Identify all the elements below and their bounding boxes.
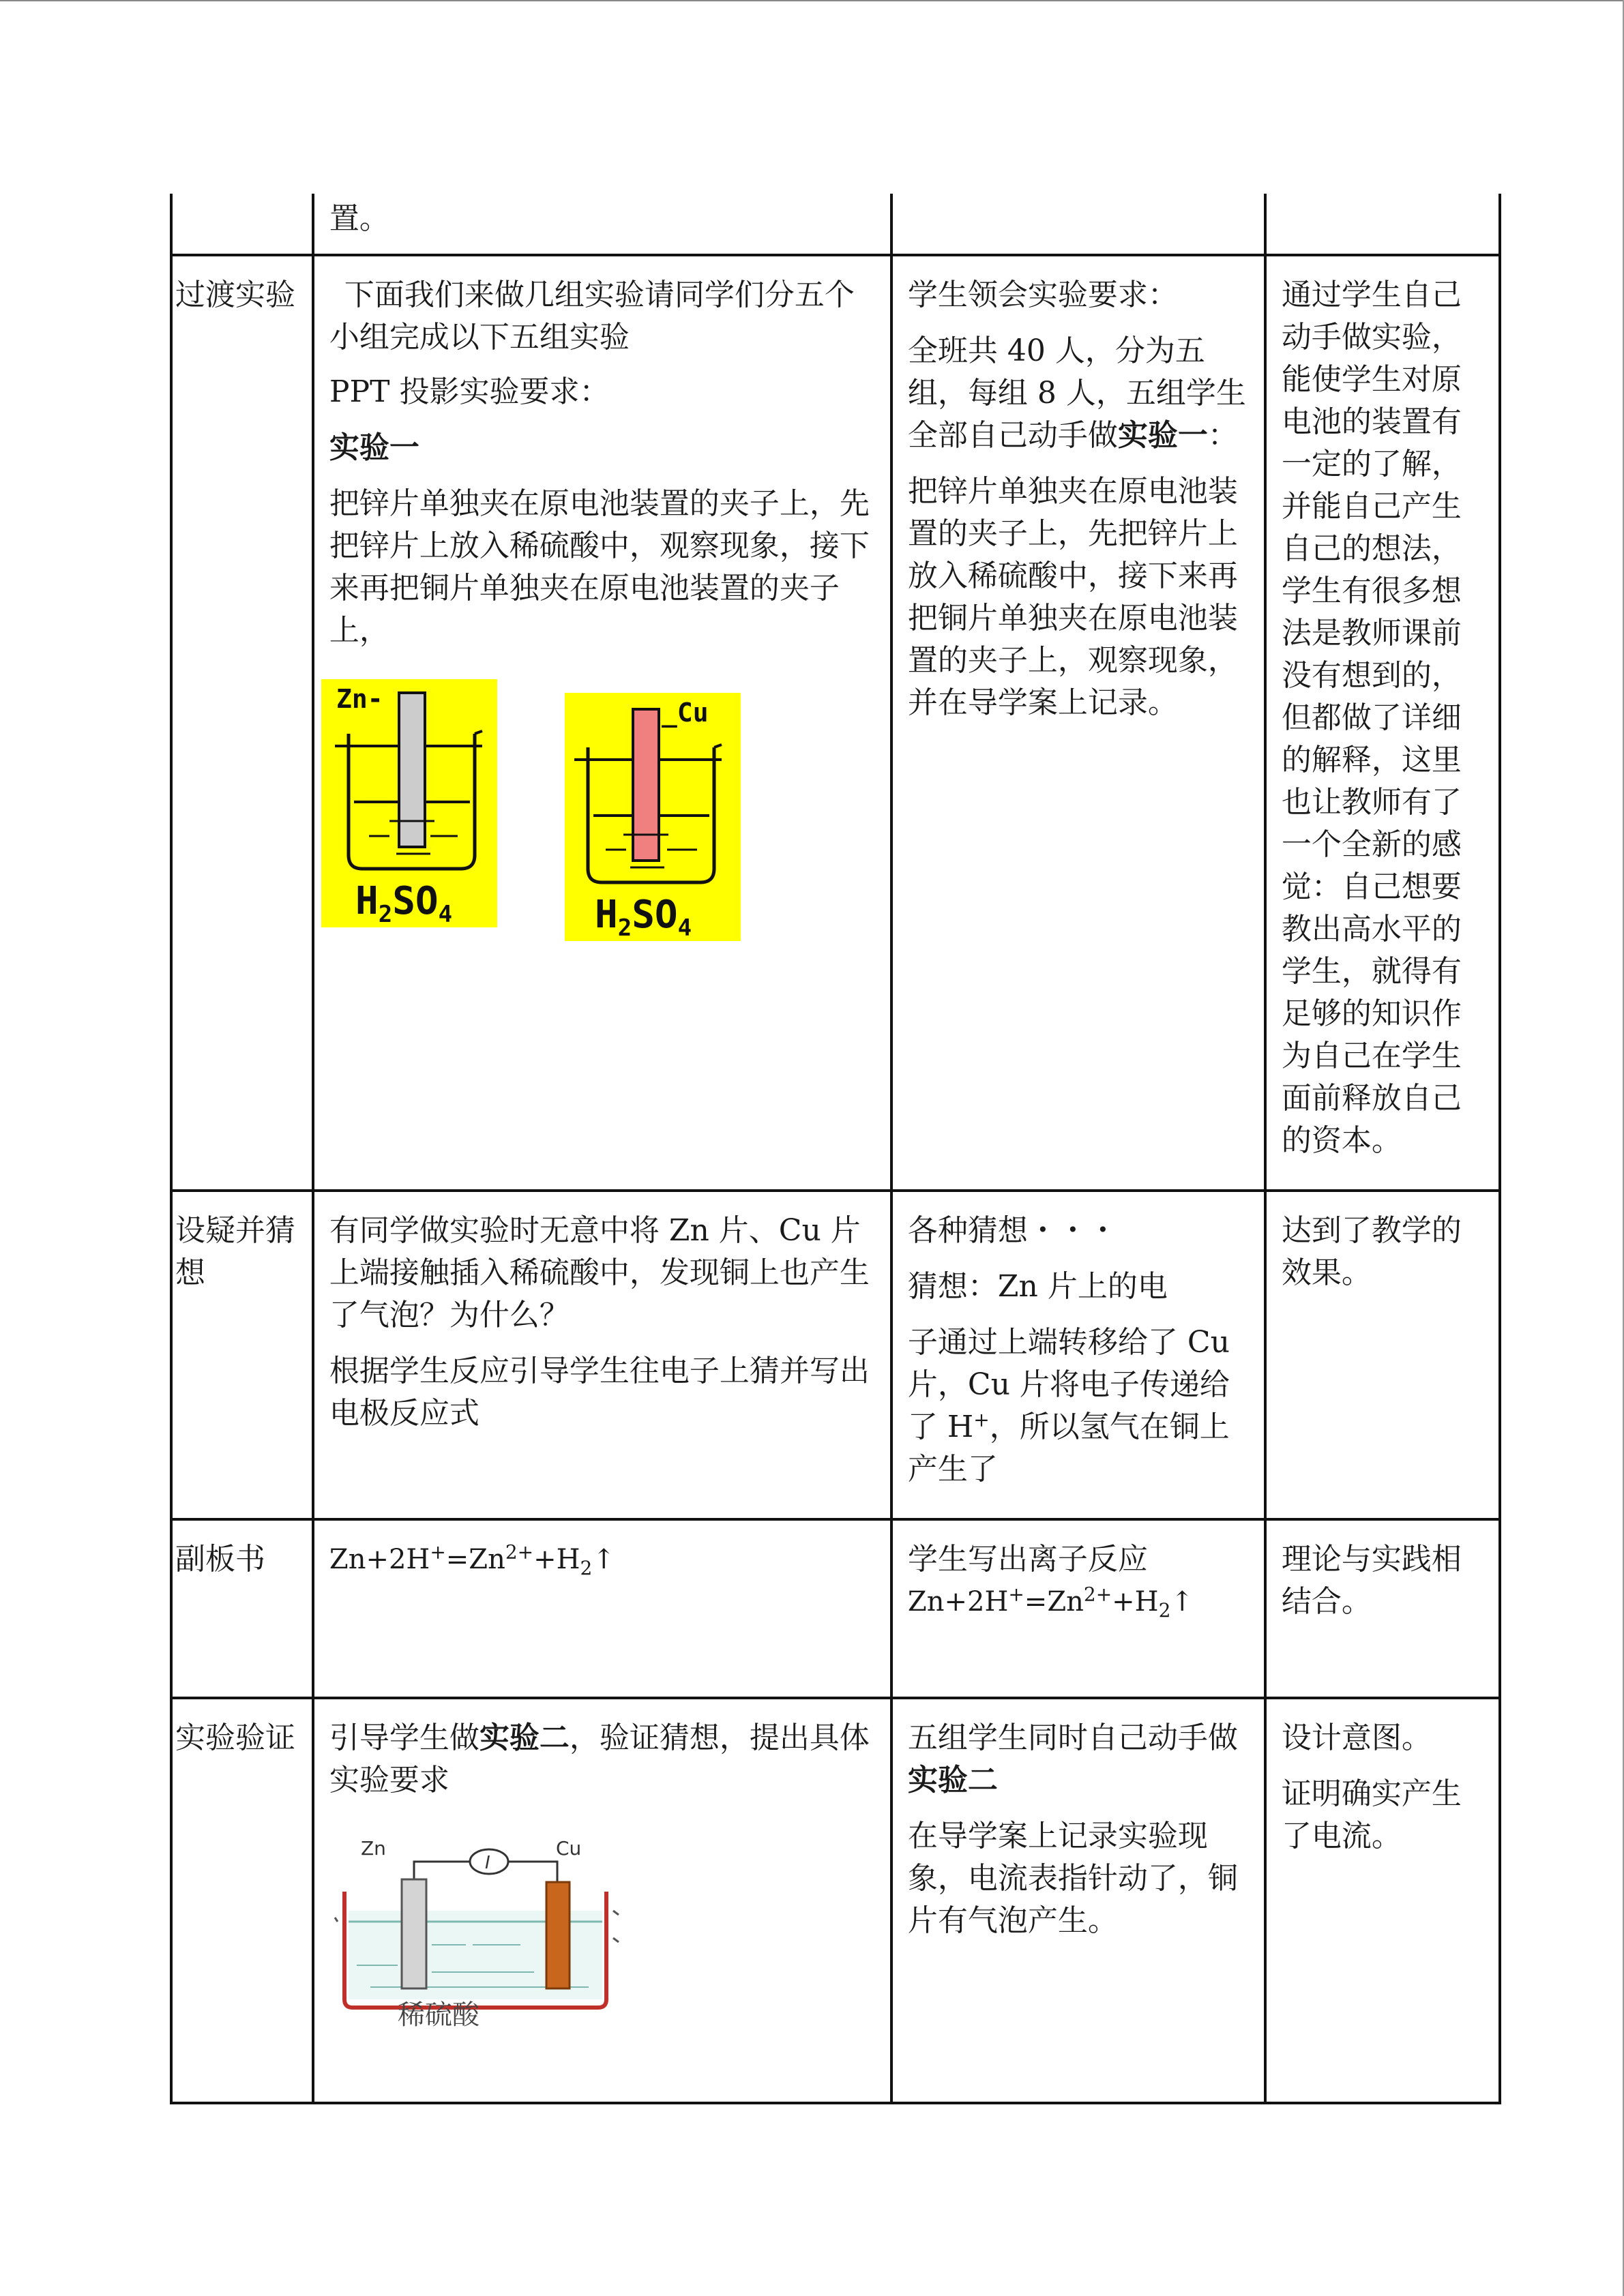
student-cell [891,194,1265,255]
student-text-1: 学生领会实验要求： [907,278,1178,312]
table-row-question-guess [171,1191,1500,1519]
dilute-sulfuric-acid-label: 稀硫酸 [397,1999,479,2027]
student-cell [891,255,1265,1191]
stage-cell [171,194,313,255]
student-guess-text: 猜想：Zn 片上的电 [907,1269,1168,1304]
teacher-cell [313,194,891,255]
zinc-label: Zn- [336,684,383,714]
design-intent-text: 证明确实产生了电流。 [1281,1776,1462,1853]
copper-plate [546,1882,570,1988]
copper-beaker-diagram [565,693,741,941]
copper-electrode-label: Cu [555,1837,582,1860]
teacher-guide-text: 根据学生反应引导学生往电子上猜并写出电极反应式 [329,1354,870,1431]
design-intent-title: 设计意图。 [1281,1720,1432,1755]
intent-cell [1265,1191,1500,1519]
teacher-cell [313,1698,891,2103]
student-text-3: 把锌片单独夹在原电池装置的夹子上，先把锌片上放入稀硫酸中，接下来再把铜片单独夹在原电池装置的夹子上，观察现象，并在导学案上记录。 [907,474,1238,720]
table-row-continuation [171,194,1500,255]
ionic-equation: $Zn+2H^+=Zn^{2+}+H_2↑$ [329,1540,615,1579]
lesson-plan-table [170,194,1501,2104]
continuation-text: 置。 [329,201,389,236]
stage-cell [171,255,313,1191]
experiment-one-title: 实验一 [329,430,419,465]
intent-cell [1265,194,1500,255]
zinc-beaker-diagram [321,679,497,927]
stage-label: 过渡实验 [175,278,295,312]
stage-cell [171,1191,313,1519]
beaker-figures [329,679,878,941]
student-ionic-equation: $Zn+2H^+=Zn^{2+}+H_2↑$ [907,1583,1194,1622]
table-row-side-board [171,1519,1500,1698]
stage-cell [171,1519,313,1698]
teacher-intro-text: 下面我们来做几组实验请同学们分五个小组完成以下五组实验 [329,278,855,355]
copper-label: _Cu [661,698,709,728]
teacher-guide-text: 引导学生做实验二，验证猜想，提出具体实验要求 [329,1720,870,1798]
design-intent-text: 理论与实践相结合。 [1281,1542,1462,1619]
zinc-plate [402,1879,426,1988]
student-equation-label: 学生写出离子反应 [907,1542,1148,1577]
intent-cell [1265,1519,1500,1698]
svg-text:I: I [484,1853,490,1873]
galvanic-cell-diagram [329,1829,630,2027]
intent-cell [1265,255,1500,1191]
student-guess-title: 各种猜想・・・ [907,1213,1118,1248]
ppt-requirement-text: PPT 投影实验要求： [329,374,610,409]
teacher-cell [313,255,891,1191]
stage-label: 副板书 [175,1542,265,1577]
intent-cell [1265,1698,1500,2103]
student-text-2: 全班共 40 人，分为五组，每组 8 人，五组学生全部自己动手做实验一： [907,333,1246,453]
table-row-verification [171,1698,1500,2103]
student-guess-detail: 子通过上端转移给了 Cu 片，Cu 片将电子传递给了 H+，所以氢气在铜上产生了 [907,1325,1230,1487]
zinc-electrode-label: Zn [360,1837,386,1860]
teacher-question-text: 有同学做实验时无意中将 Zn 片、Cu 片上端接触插入稀硫酸中，发现铜上也产生了气泡？为什么？ [329,1213,870,1332]
stage-label: 实验验证 [175,1720,295,1755]
teacher-cell [313,1519,891,1698]
student-cell [891,1698,1265,2103]
stage-cell [171,1698,313,2103]
student-cell [891,1191,1265,1519]
teacher-cell [313,1191,891,1519]
svg-text:H2SO4: $H_2SO_4$ [594,893,692,941]
page-top-border [0,0,1624,1]
design-intent-text: 达到了教学的效果。 [1281,1213,1462,1290]
student-cell [891,1519,1265,1698]
student-text-2: 在导学案上记录实验现象，电流表指针动了，铜片有气泡产生。 [907,1819,1238,1938]
stage-label: 设疑并猜想 [175,1213,295,1290]
experiment-one-description: 把锌片单独夹在原电池装置的夹子上，先把锌片上放入稀硫酸中，观察现象，接下来再把铜片单独夹在原电池装置的夹子上， [329,486,870,648]
design-intent-text: 通过学生自己动手做实验，能使学生对原电池的装置有一定的了解，并能自己产生自己的想法，学生有很多想法是教师课前没有想到的，但都做了详细的解释，这里也让教师有了一个全新的感觉：自己想要教出高水平的学生，就得有足够的知识作为自己在学生面前释放自己的资本。 [1281,278,1462,1158]
table-row-transition-experiment [171,255,1500,1191]
svg-text:H2SO4: $H_2SO_4$ [355,879,453,927]
student-text-1: 五组学生同时自己动手做实验二 [907,1720,1238,1798]
